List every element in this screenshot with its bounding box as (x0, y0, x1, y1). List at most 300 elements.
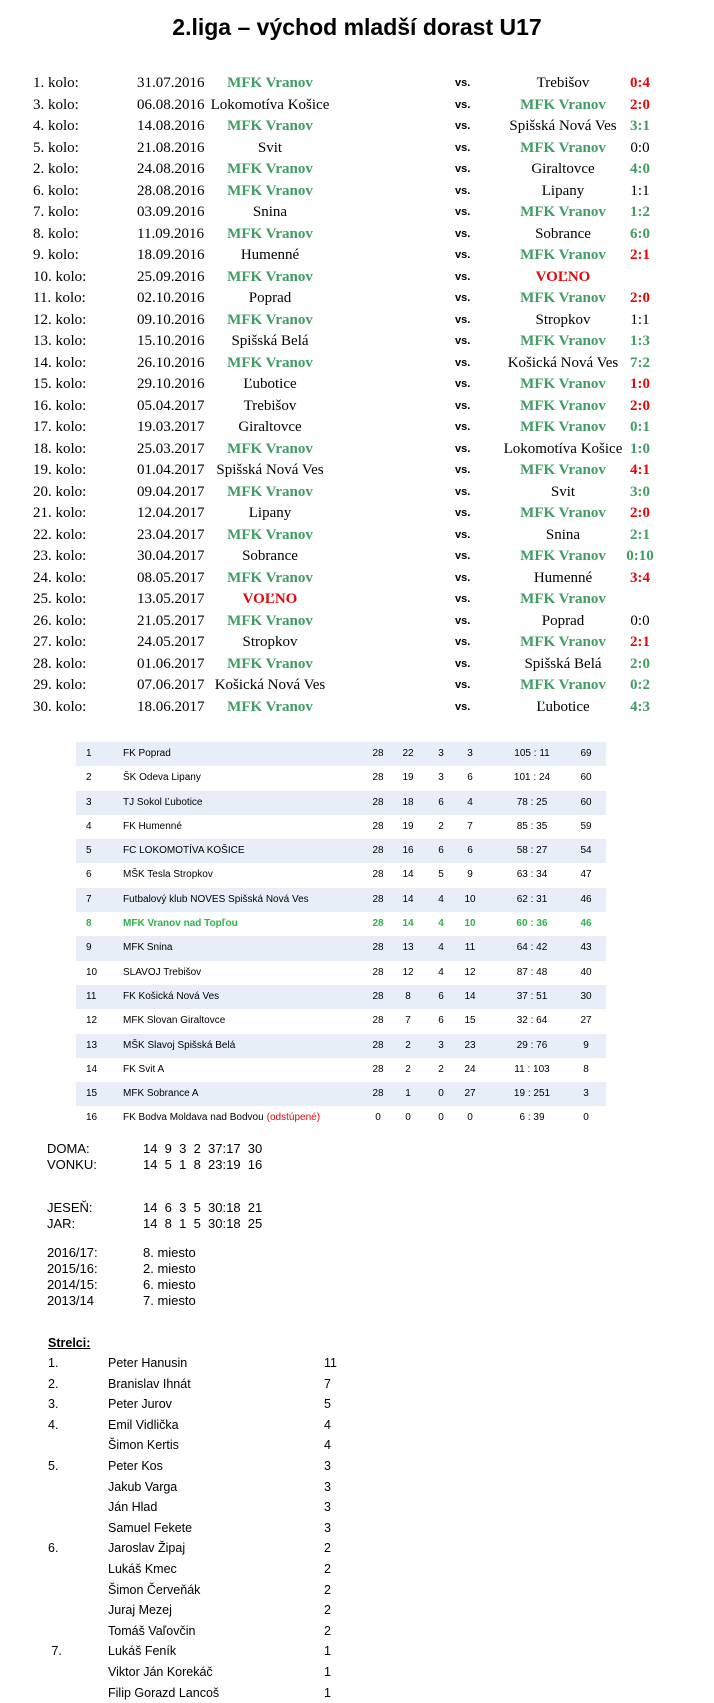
scorer-goals: 3 (324, 1477, 331, 1498)
scorer-goals: 2 (324, 1600, 331, 1621)
standings-position: 9 (86, 936, 92, 960)
fixture-score: 2:1 (610, 245, 670, 267)
fixture-away-team: MFK Vranov (463, 417, 663, 439)
fixture-home-team: MFK Vranov (170, 568, 370, 590)
fixture-score: 2:0 (610, 503, 670, 525)
standings-losses: 10 (460, 912, 480, 936)
scorer-goals: 1 (324, 1683, 331, 1703)
fixture-vs: vs. (455, 267, 470, 289)
fixture-score: 7:2 (610, 353, 670, 375)
scorer-row (48, 1580, 90, 1601)
fixture-home-team: Poprad (170, 288, 370, 310)
fixture-score: 2:0 (610, 396, 670, 418)
fixture-away-team: MFK Vranov (463, 546, 663, 568)
standings-team (123, 791, 203, 815)
fixture-score: 3:0 (610, 482, 670, 504)
fixture-round: 11. kolo: (33, 288, 86, 310)
fixture-score: 4:3 (610, 697, 670, 719)
standings-position: 10 (86, 961, 97, 985)
scorer-name: Tomáš Vaľovčin (108, 1621, 195, 1642)
standings-team (123, 1082, 199, 1106)
standings-position: 15 (86, 1082, 97, 1106)
standings-played: 28 (368, 815, 388, 839)
fixture-vs: vs. (455, 159, 470, 181)
scorer-goals: 3 (324, 1518, 331, 1539)
scorer-goals: 2 (324, 1580, 331, 1601)
fixture-score: 6:0 (610, 224, 670, 246)
standings-team (123, 766, 201, 790)
fixture-date: 12.04.2017 (137, 503, 205, 525)
fixture-away-team: MFK Vranov (463, 138, 663, 160)
fixture-away-team: Trebišov (463, 73, 663, 95)
standings-losses: 0 (460, 1106, 480, 1130)
standings-goals: 62 : 31 (498, 888, 566, 912)
scorer-row (48, 1600, 90, 1621)
fixture-row (0, 116, 714, 138)
fixture-vs: vs. (455, 546, 470, 568)
standings-wins: 19 (398, 766, 418, 790)
standings-points: 0 (576, 1106, 596, 1130)
standings-team-name: MFK Slovan Giraltovce (123, 1015, 225, 1026)
standings-team (123, 1009, 225, 1033)
fixture-score: 0:2 (610, 675, 670, 697)
standings-team-note: (odstúpené) (267, 1112, 320, 1123)
scorer-goals: 2 (324, 1538, 331, 1559)
fixture-home-team: MFK Vranov (170, 611, 370, 633)
scorer-name: Samuel Fekete (108, 1518, 192, 1539)
fixture-round: 7. kolo: (33, 202, 79, 224)
standings-points: 47 (576, 863, 596, 887)
standings-goals: 87 : 48 (498, 961, 566, 985)
scorer-row (48, 1683, 90, 1703)
standings-points: 60 (576, 791, 596, 815)
fixture-vs: vs. (455, 568, 470, 590)
fixture-vs: vs. (455, 503, 470, 525)
fixture-away-team: MFK Vranov (463, 632, 663, 654)
fixture-home-team: Trebišov (170, 396, 370, 418)
fixture-away-team: Spišská Nová Ves (463, 116, 663, 138)
summary-label: 2015/16: (47, 1261, 98, 1277)
fixture-round: 22. kolo: (33, 525, 86, 547)
standings-team (123, 1034, 235, 1058)
standings-team (123, 961, 201, 985)
fixture-date: 19.03.2017 (137, 417, 205, 439)
standings-points: 27 (576, 1009, 596, 1033)
standings-draws: 4 (431, 912, 451, 936)
fixture-home-team: MFK Vranov (170, 224, 370, 246)
scorer-row (48, 1456, 90, 1477)
standings-position: 11 (86, 985, 96, 1009)
fixture-vs: vs. (455, 181, 470, 203)
standings-played: 28 (368, 961, 388, 985)
fixture-date: 07.06.2017 (137, 675, 205, 697)
fixture-date: 31.07.2016 (137, 73, 205, 95)
standings-row (76, 815, 606, 839)
standings-team (123, 742, 171, 766)
standings-played: 28 (368, 912, 388, 936)
standings-row (76, 1058, 606, 1082)
fixture-date: 21.08.2016 (137, 138, 205, 160)
scorer-row (48, 1477, 90, 1498)
standings-position: 1 (86, 742, 92, 766)
fixture-row (0, 568, 714, 590)
standings-played: 28 (368, 1034, 388, 1058)
standings-points: 9 (576, 1034, 596, 1058)
standings-goals: 29 : 76 (498, 1034, 566, 1058)
fixture-row (0, 138, 714, 160)
standings-wins: 2 (398, 1058, 418, 1082)
standings-team-name: TJ Sokol Ľubotice (123, 797, 203, 808)
standings-wins: 16 (398, 839, 418, 863)
standings-losses: 11 (460, 936, 480, 960)
fixture-home-team: MFK Vranov (170, 159, 370, 181)
fixture-round: 10. kolo: (33, 267, 86, 289)
fixture-vs: vs. (455, 525, 470, 547)
fixture-vs: vs. (455, 396, 470, 418)
fixture-row (0, 245, 714, 267)
standings-position: 3 (86, 791, 92, 815)
scorer-row (48, 1415, 90, 1436)
standings-draws: 4 (431, 936, 451, 960)
fixture-vs: vs. (455, 675, 470, 697)
standings-goals: 37 : 51 (498, 985, 566, 1009)
fixture-row (0, 525, 714, 547)
fixture-date: 21.05.2017 (137, 611, 205, 633)
summary-values: 6. miesto (143, 1277, 196, 1293)
scorer-name: Šimon Kertis (108, 1435, 179, 1456)
fixture-score: 2:0 (610, 654, 670, 676)
scorer-name: Jaroslav Žipaj (108, 1538, 185, 1559)
summary-label: DOMA: (47, 1141, 90, 1157)
standings-losses: 10 (460, 888, 480, 912)
standings-losses: 6 (460, 839, 480, 863)
fixture-home-team: Spišská Belá (170, 331, 370, 353)
standings-draws: 3 (431, 766, 451, 790)
fixture-vs: vs. (455, 611, 470, 633)
standings-team-name: FK Bodva Moldava nad Bodvou (123, 1112, 264, 1123)
fixture-away-team: MFK Vranov (463, 288, 663, 310)
standings-goals: 78 : 25 (498, 791, 566, 815)
fixture-home-team: Spišská Nová Ves (170, 460, 370, 482)
fixture-away-team: Svit (463, 482, 663, 504)
standings-goals: 101 : 24 (498, 766, 566, 790)
standings-played: 28 (368, 1009, 388, 1033)
fixture-date: 15.10.2016 (137, 331, 205, 353)
fixture-away-team: Košická Nová Ves (463, 353, 663, 375)
fixture-vs: vs. (455, 439, 470, 461)
standings-losses: 3 (460, 742, 480, 766)
fixture-score: 2:1 (610, 632, 670, 654)
fixture-home-team: MFK Vranov (170, 116, 370, 138)
fixture-row (0, 417, 714, 439)
fixture-date: 23.04.2017 (137, 525, 205, 547)
fixture-score: 0:0 (610, 138, 670, 160)
fixture-vs: vs. (455, 288, 470, 310)
fixture-home-team: MFK Vranov (170, 525, 370, 547)
standings-wins: 13 (398, 936, 418, 960)
standings-played: 28 (368, 985, 388, 1009)
standings-row (76, 961, 606, 985)
standings-losses: 6 (460, 766, 480, 790)
standings-played: 28 (368, 936, 388, 960)
scorer-name: Peter Hanusin (108, 1353, 187, 1374)
fixture-row (0, 73, 714, 95)
standings-played: 28 (368, 1082, 388, 1106)
standings-draws: 4 (431, 888, 451, 912)
standings-position: 6 (86, 863, 92, 887)
scorer-name: Ján Hlad (108, 1497, 157, 1518)
fixture-home-team: Košická Nová Ves (170, 675, 370, 697)
fixture-home-team: Snina (170, 202, 370, 224)
fixture-round: 26. kolo: (33, 611, 86, 633)
page-title: 2.liga – východ mladší dorast U17 (0, 14, 714, 41)
fixture-vs: vs. (455, 202, 470, 224)
scorer-goals: 11 (324, 1353, 337, 1374)
summary-label: 2016/17: (47, 1245, 98, 1261)
summary-label: JAR: (47, 1216, 75, 1232)
fixture-date: 02.10.2016 (137, 288, 205, 310)
scorer-goals: 4 (324, 1415, 331, 1436)
fixture-round: 23. kolo: (33, 546, 86, 568)
standings-played: 28 (368, 888, 388, 912)
fixture-away-team: MFK Vranov (463, 202, 663, 224)
standings-table (76, 742, 606, 1131)
fixture-row (0, 288, 714, 310)
fixture-round: 2. kolo: (33, 159, 79, 181)
fixture-row (0, 654, 714, 676)
fixture-row (0, 181, 714, 203)
fixture-date: 08.05.2017 (137, 568, 205, 590)
fixture-row (0, 396, 714, 418)
fixture-round: 13. kolo: (33, 331, 86, 353)
standings-wins: 18 (398, 791, 418, 815)
fixture-round: 14. kolo: (33, 353, 86, 375)
fixture-date: 01.06.2017 (137, 654, 205, 676)
fixture-date: 18.06.2017 (137, 697, 205, 719)
scorer-name: Jakub Varga (108, 1477, 177, 1498)
scorer-row (48, 1538, 90, 1559)
standings-position: 12 (86, 1009, 97, 1033)
fixture-row (0, 95, 714, 117)
fixture-vs: vs. (455, 482, 470, 504)
fixture-away-team: Lipany (463, 181, 663, 203)
standings-draws: 3 (431, 742, 451, 766)
scorer-name: Lukáš Kmec (108, 1559, 177, 1580)
standings-points: 3 (576, 1082, 596, 1106)
standings-team (123, 985, 219, 1009)
standings-draws: 3 (431, 1034, 451, 1058)
scorers-list (48, 1333, 90, 1703)
fixture-score: 0:4 (610, 73, 670, 95)
standings-row (76, 985, 606, 1009)
standings-losses: 15 (460, 1009, 480, 1033)
fixture-row (0, 310, 714, 332)
fixture-vs: vs. (455, 310, 470, 332)
standings-losses: 9 (460, 863, 480, 887)
standings-losses: 27 (460, 1082, 480, 1106)
standings-played: 28 (368, 742, 388, 766)
fixture-vs: vs. (455, 417, 470, 439)
summary-values: 2. miesto (143, 1261, 196, 1277)
fixture-vs: vs. (455, 697, 470, 719)
scorer-name: Filip Gorazd Lancoš (108, 1683, 219, 1703)
fixture-row (0, 611, 714, 633)
standings-row (76, 1082, 606, 1106)
fixture-date: 03.09.2016 (137, 202, 205, 224)
standings-goals: 105 : 11 (498, 742, 566, 766)
standings-wins: 19 (398, 815, 418, 839)
fixture-home-team: Humenné (170, 245, 370, 267)
fixture-vs: vs. (455, 224, 470, 246)
standings-team-name: MFK Vranov nad Topľou (123, 918, 238, 929)
fixture-vs: vs. (455, 654, 470, 676)
fixture-date: 09.04.2017 (137, 482, 205, 504)
standings-goals: 60 : 36 (498, 912, 566, 936)
fixtures-list (0, 73, 714, 718)
standings-wins: 22 (398, 742, 418, 766)
fixture-score: 1:0 (610, 374, 670, 396)
scorer-rank: 3. (48, 1394, 58, 1415)
standings-position: 8 (86, 912, 92, 936)
fixture-away-team: MFK Vranov (463, 675, 663, 697)
fixture-vs: vs. (455, 632, 470, 654)
fixture-away-team: Stropkov (463, 310, 663, 332)
fixture-row (0, 460, 714, 482)
standings-wins: 1 (398, 1082, 418, 1106)
fixture-home-team: Ľubotice (170, 374, 370, 396)
fixture-row (0, 159, 714, 181)
fixture-score: 0:0 (610, 611, 670, 633)
fixture-score: 2:0 (610, 95, 670, 117)
fixture-away-team: MFK Vranov (463, 374, 663, 396)
fixture-home-team: MFK Vranov (170, 310, 370, 332)
fixture-home-team: Sobrance (170, 546, 370, 568)
fixture-home-team: MFK Vranov (170, 482, 370, 504)
standings-draws: 5 (431, 863, 451, 887)
fixture-away-team: MFK Vranov (463, 589, 663, 611)
standings-played: 28 (368, 839, 388, 863)
summary-values: 14 9 3 2 37:17 30 (143, 1141, 262, 1157)
scorer-rank: 6. (48, 1538, 58, 1559)
standings-draws: 6 (431, 839, 451, 863)
fixture-away-team: Poprad (463, 611, 663, 633)
standings-team-name: ŠK Odeva Lipany (123, 772, 201, 783)
fixture-date: 01.04.2017 (137, 460, 205, 482)
scorers-heading: Strelci: (48, 1333, 90, 1353)
summary-values: 7. miesto (143, 1293, 196, 1309)
scorer-goals: 7 (324, 1374, 331, 1395)
fixture-date: 05.04.2017 (137, 396, 205, 418)
scorer-goals: 4 (324, 1435, 331, 1456)
fixture-date: 28.08.2016 (137, 181, 205, 203)
scorer-row (48, 1394, 90, 1415)
fixture-score: 3:1 (610, 116, 670, 138)
fixture-date: 24.05.2017 (137, 632, 205, 654)
scorer-name: Viktor Ján Korekáč (108, 1662, 213, 1683)
fixture-home-team: Giraltovce (170, 417, 370, 439)
scorer-rank: 7. (48, 1641, 62, 1662)
fixture-date: 13.05.2017 (137, 589, 205, 611)
scorer-row (48, 1621, 90, 1642)
fixture-date: 24.08.2016 (137, 159, 205, 181)
standings-points: 40 (576, 961, 596, 985)
standings-position: 16 (86, 1106, 97, 1130)
fixture-date: 26.10.2016 (137, 353, 205, 375)
fixture-date: 14.08.2016 (137, 116, 205, 138)
fixture-home-team: MFK Vranov (170, 697, 370, 719)
fixture-home-team: MFK Vranov (170, 181, 370, 203)
fixture-score: 1:0 (610, 439, 670, 461)
standings-losses: 14 (460, 985, 480, 1009)
standings-draws: 4 (431, 961, 451, 985)
fixture-date: 06.08.2016 (137, 95, 205, 117)
standings-draws: 0 (431, 1106, 451, 1130)
fixture-round: 29. kolo: (33, 675, 86, 697)
scorer-goals: 3 (324, 1456, 331, 1477)
fixture-row (0, 202, 714, 224)
summary-label: 2014/15: (47, 1277, 98, 1293)
fixture-round: 25. kolo: (33, 589, 86, 611)
standings-team-name: MFK Sobrance A (123, 1088, 199, 1099)
fixture-score: 1:3 (610, 331, 670, 353)
standings-team (123, 888, 309, 912)
standings-wins: 12 (398, 961, 418, 985)
standings-goals: 19 : 251 (498, 1082, 566, 1106)
scorer-goals: 1 (324, 1662, 331, 1683)
standings-losses: 12 (460, 961, 480, 985)
standings-points: 54 (576, 839, 596, 863)
standings-draws: 6 (431, 791, 451, 815)
standings-team-name: MŠK Slavoj Spišská Belá (123, 1040, 235, 1051)
fixture-away-team: VOĽNO (463, 267, 663, 289)
standings-points: 46 (576, 912, 596, 936)
fixture-home-team: MFK Vranov (170, 73, 370, 95)
fixture-home-team: Stropkov (170, 632, 370, 654)
standings-goals: 58 : 27 (498, 839, 566, 863)
fixture-round: 18. kolo: (33, 439, 86, 461)
standings-row (76, 888, 606, 912)
standings-wins: 7 (398, 1009, 418, 1033)
fixture-round: 5. kolo: (33, 138, 79, 160)
standings-losses: 4 (460, 791, 480, 815)
scorer-row (48, 1497, 90, 1518)
standings-team-name: FK Svit A (123, 1064, 164, 1075)
standings-team-name: MŠK Tesla Stropkov (123, 869, 213, 880)
standings-draws: 0 (431, 1082, 451, 1106)
standings-team-name: FK Košická Nová Ves (123, 991, 219, 1002)
fixture-away-team: MFK Vranov (463, 460, 663, 482)
standings-team (123, 863, 213, 887)
fixture-away-team: MFK Vranov (463, 331, 663, 353)
fixture-row (0, 632, 714, 654)
fixture-row (0, 482, 714, 504)
standings-wins: 14 (398, 888, 418, 912)
fixture-round: 27. kolo: (33, 632, 86, 654)
standings-row (76, 742, 606, 766)
fixture-round: 4. kolo: (33, 116, 79, 138)
fixture-row (0, 589, 714, 611)
standings-row (76, 1009, 606, 1033)
standings-played: 0 (368, 1106, 388, 1130)
standings-goals: 85 : 35 (498, 815, 566, 839)
fixture-round: 19. kolo: (33, 460, 86, 482)
standings-wins: 8 (398, 985, 418, 1009)
scorer-rank: 1. (48, 1353, 58, 1374)
fixture-away-team: Ľubotice (463, 697, 663, 719)
standings-draws: 2 (431, 1058, 451, 1082)
fixture-home-team: Lipany (170, 503, 370, 525)
fixture-away-team: MFK Vranov (463, 396, 663, 418)
